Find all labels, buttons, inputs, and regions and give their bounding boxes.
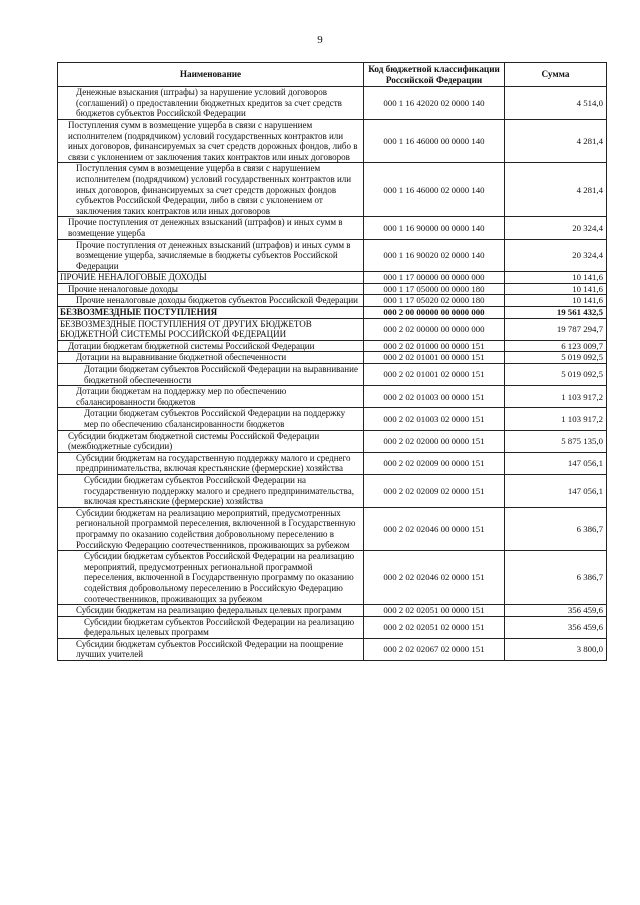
- row-sum: 3 800,0: [505, 638, 607, 660]
- row-code: 000 2 02 02067 02 0000 151: [364, 638, 505, 660]
- row-sum: 356 459,6: [505, 605, 607, 617]
- row-name: Прочие поступления от денежных взысканий (штрафов) и иных сумм в возмещение ущерба: [58, 217, 364, 239]
- row-sum: 4 281,4: [505, 119, 607, 162]
- row-sum: 6 386,7: [505, 507, 607, 550]
- row-name: Субсидии бюджетам субъектов Российской Федерации на поощрение лучших учителей: [58, 638, 364, 660]
- row-code: 000 2 02 02046 02 0000 151: [364, 551, 505, 605]
- row-code: 000 2 02 02009 02 0000 151: [364, 474, 505, 507]
- table-row: [58, 430, 607, 452]
- row-name: Дотации бюджетам субъектов Российской Федерации на выравнивание бюджетной обеспеченности: [58, 364, 364, 386]
- table-row: [58, 352, 607, 364]
- row-sum: 19 787 294,7: [505, 318, 607, 340]
- row-code: 000 1 16 42020 02 0000 140: [364, 87, 505, 120]
- row-name: БЕЗВОЗМЕЗДНЫЕ ПОСТУПЛЕНИЯ: [58, 307, 364, 319]
- table-row: [58, 239, 607, 272]
- row-code: 000 1 17 05020 02 0000 180: [364, 295, 505, 307]
- row-sum: 5 019 092,5: [505, 352, 607, 364]
- row-sum: 1 103 917,2: [505, 408, 607, 430]
- table-row: [58, 307, 607, 319]
- row-name: Субсидии бюджетам субъектов Российской Федерации на реализацию мероприятий, предусмотренных региональной программой переселения, включенной в Государственную программу по оказанию содействия добровольному переселению в Российскую Федерацию соотечественников, проживающих за рубежом: [58, 551, 364, 605]
- row-name: Прочие неналоговые доходы: [58, 283, 364, 295]
- row-code: 000 2 02 02051 00 0000 151: [364, 605, 505, 617]
- row-name: Поступления сумм в возмещение ущерба в связи с нарушением исполнителем (подрядчиком) условий государственных контрактов или иных договоров, финансируемых за счет средств дорожных фондов субъектов Российской Федерации, либо в связи с уклонением от заключения таких контрактов или иных договоров: [58, 163, 364, 217]
- row-code: 000 2 02 02051 02 0000 151: [364, 616, 505, 638]
- table-row: [58, 452, 607, 474]
- row-name: Денежные взыскания (штрафы) за нарушение условий договоров (соглашений) о предоставлении бюджетных кредитов за счет средств бюджетов субъектов Российской Федерации: [58, 87, 364, 120]
- table-body: [58, 87, 607, 661]
- row-name: БЕЗВОЗМЕЗДНЫЕ ПОСТУПЛЕНИЯ ОТ ДРУГИХ БЮДЖЕТОВ БЮДЖЕТНОЙ СИСТЕМЫ РОССИЙСКОЙ ФЕДЕРАЦИИ: [58, 318, 364, 340]
- row-name: Дотации бюджетам бюджетной системы Российской Федерации: [58, 340, 364, 352]
- row-name: Субсидии бюджетам субъектов Российской Федерации на государственную поддержку малого и среднего предпринимательства, включая крестьянские (фермерские) хозяйства: [58, 474, 364, 507]
- table-row: [58, 507, 607, 550]
- row-code: 000 2 02 00000 00 0000 000: [364, 318, 505, 340]
- row-name: Поступления сумм в возмещение ущерба в связи с нарушением исполнителем (подрядчиком) условий государственных контрактов или иных договоров, финансируемых за счет средств дорожных фондов, либо в связи с уклонением от заключения таких контрактов или иных договоров: [58, 119, 364, 162]
- row-code: 000 2 02 01001 02 0000 151: [364, 364, 505, 386]
- table-header-row: [58, 63, 607, 87]
- table-row: [58, 638, 607, 660]
- row-name: Субсидии бюджетам на государственную поддержку малого и среднего предпринимательства, включая крестьянские (фермерские) хозяйства: [58, 452, 364, 474]
- row-sum: 147 056,1: [505, 474, 607, 507]
- row-name: Субсидии бюджетам субъектов Российской Федерации на реализацию федеральных целевых программ: [58, 616, 364, 638]
- row-code: 000 2 02 01003 02 0000 151: [364, 408, 505, 430]
- row-sum: 356 459,6: [505, 616, 607, 638]
- table-row: [58, 616, 607, 638]
- row-code: 000 2 02 02009 00 0000 151: [364, 452, 505, 474]
- table-row: [58, 295, 607, 307]
- table-row: [58, 474, 607, 507]
- table-row: [58, 272, 607, 284]
- row-code: 000 1 17 05000 00 0000 180: [364, 283, 505, 295]
- row-sum: 6 123 009,7: [505, 340, 607, 352]
- row-code: 000 1 16 46000 02 0000 140: [364, 163, 505, 217]
- row-sum: 10 141,6: [505, 283, 607, 295]
- row-sum: 4 281,4: [505, 163, 607, 217]
- header-sum: Сумма: [505, 63, 607, 87]
- header-code: Код бюджетной классификации Российской Федерации: [364, 63, 505, 87]
- table-row: [58, 119, 607, 162]
- row-sum: 147 056,1: [505, 452, 607, 474]
- row-name: Дотации бюджетам субъектов Российской Федерации на поддержку мер по обеспечению сбалансированности бюджетов: [58, 408, 364, 430]
- row-name: Дотации на выравнивание бюджетной обеспеченности: [58, 352, 364, 364]
- row-code: 000 2 02 01000 00 0000 151: [364, 340, 505, 352]
- row-sum: 5 875 135,0: [505, 430, 607, 452]
- row-code: 000 1 17 00000 00 0000 000: [364, 272, 505, 284]
- table-row: [58, 87, 607, 120]
- row-sum: 20 324,4: [505, 217, 607, 239]
- row-code: 000 1 16 90020 02 0000 140: [364, 239, 505, 272]
- row-code: 000 2 02 02046 00 0000 151: [364, 507, 505, 550]
- row-sum: 4 514,0: [505, 87, 607, 120]
- table-row: [58, 217, 607, 239]
- row-sum: 1 103 917,2: [505, 386, 607, 408]
- budget-table: [57, 62, 607, 661]
- table-row: [58, 163, 607, 217]
- row-code: 000 1 16 46000 00 0000 140: [364, 119, 505, 162]
- table-row: [58, 283, 607, 295]
- table-row: [58, 605, 607, 617]
- row-sum: 6 386,7: [505, 551, 607, 605]
- row-code: 000 2 02 02000 00 0000 151: [364, 430, 505, 452]
- row-sum: 10 141,6: [505, 272, 607, 284]
- table-row: [58, 364, 607, 386]
- page-number: 9: [317, 34, 323, 46]
- row-name: ПРОЧИЕ НЕНАЛОГОВЫЕ ДОХОДЫ: [58, 272, 364, 284]
- row-name: Субсидии бюджетам на реализацию федеральных целевых программ: [58, 605, 364, 617]
- row-name: Прочие поступления от денежных взысканий (штрафов) и иных сумм в возмещение ущерба, зачисляемые в бюджеты субъектов Российской Федерации: [58, 239, 364, 272]
- row-code: 000 2 00 00000 00 0000 000: [364, 307, 505, 319]
- table-row: [58, 551, 607, 605]
- row-name: Дотации бюджетам на поддержку мер по обеспечению сбалансированности бюджетов: [58, 386, 364, 408]
- row-code: 000 2 02 01003 00 0000 151: [364, 386, 505, 408]
- row-sum: 19 561 432,5: [505, 307, 607, 319]
- table-row: [58, 318, 607, 340]
- row-sum: 10 141,6: [505, 295, 607, 307]
- table-row: [58, 408, 607, 430]
- table-row: [58, 340, 607, 352]
- row-code: 000 1 16 90000 00 0000 140: [364, 217, 505, 239]
- row-name: Прочие неналоговые доходы бюджетов субъектов Российской Федерации: [58, 295, 364, 307]
- row-name: Субсидии бюджетам на реализацию мероприятий, предусмотренных региональной программой переселения, включенной в Государственную программу по оказанию содействия добровольному переселению в Российскую Федерацию соотечественников, проживающих за рубежом: [58, 507, 364, 550]
- header-name: Наименование: [58, 63, 364, 87]
- row-sum: 20 324,4: [505, 239, 607, 272]
- row-sum: 5 019 092,5: [505, 364, 607, 386]
- table-row: [58, 386, 607, 408]
- row-code: 000 2 02 01001 00 0000 151: [364, 352, 505, 364]
- row-name: Субсидии бюджетам бюджетной системы Российской Федерации (межбюджетные субсидии): [58, 430, 364, 452]
